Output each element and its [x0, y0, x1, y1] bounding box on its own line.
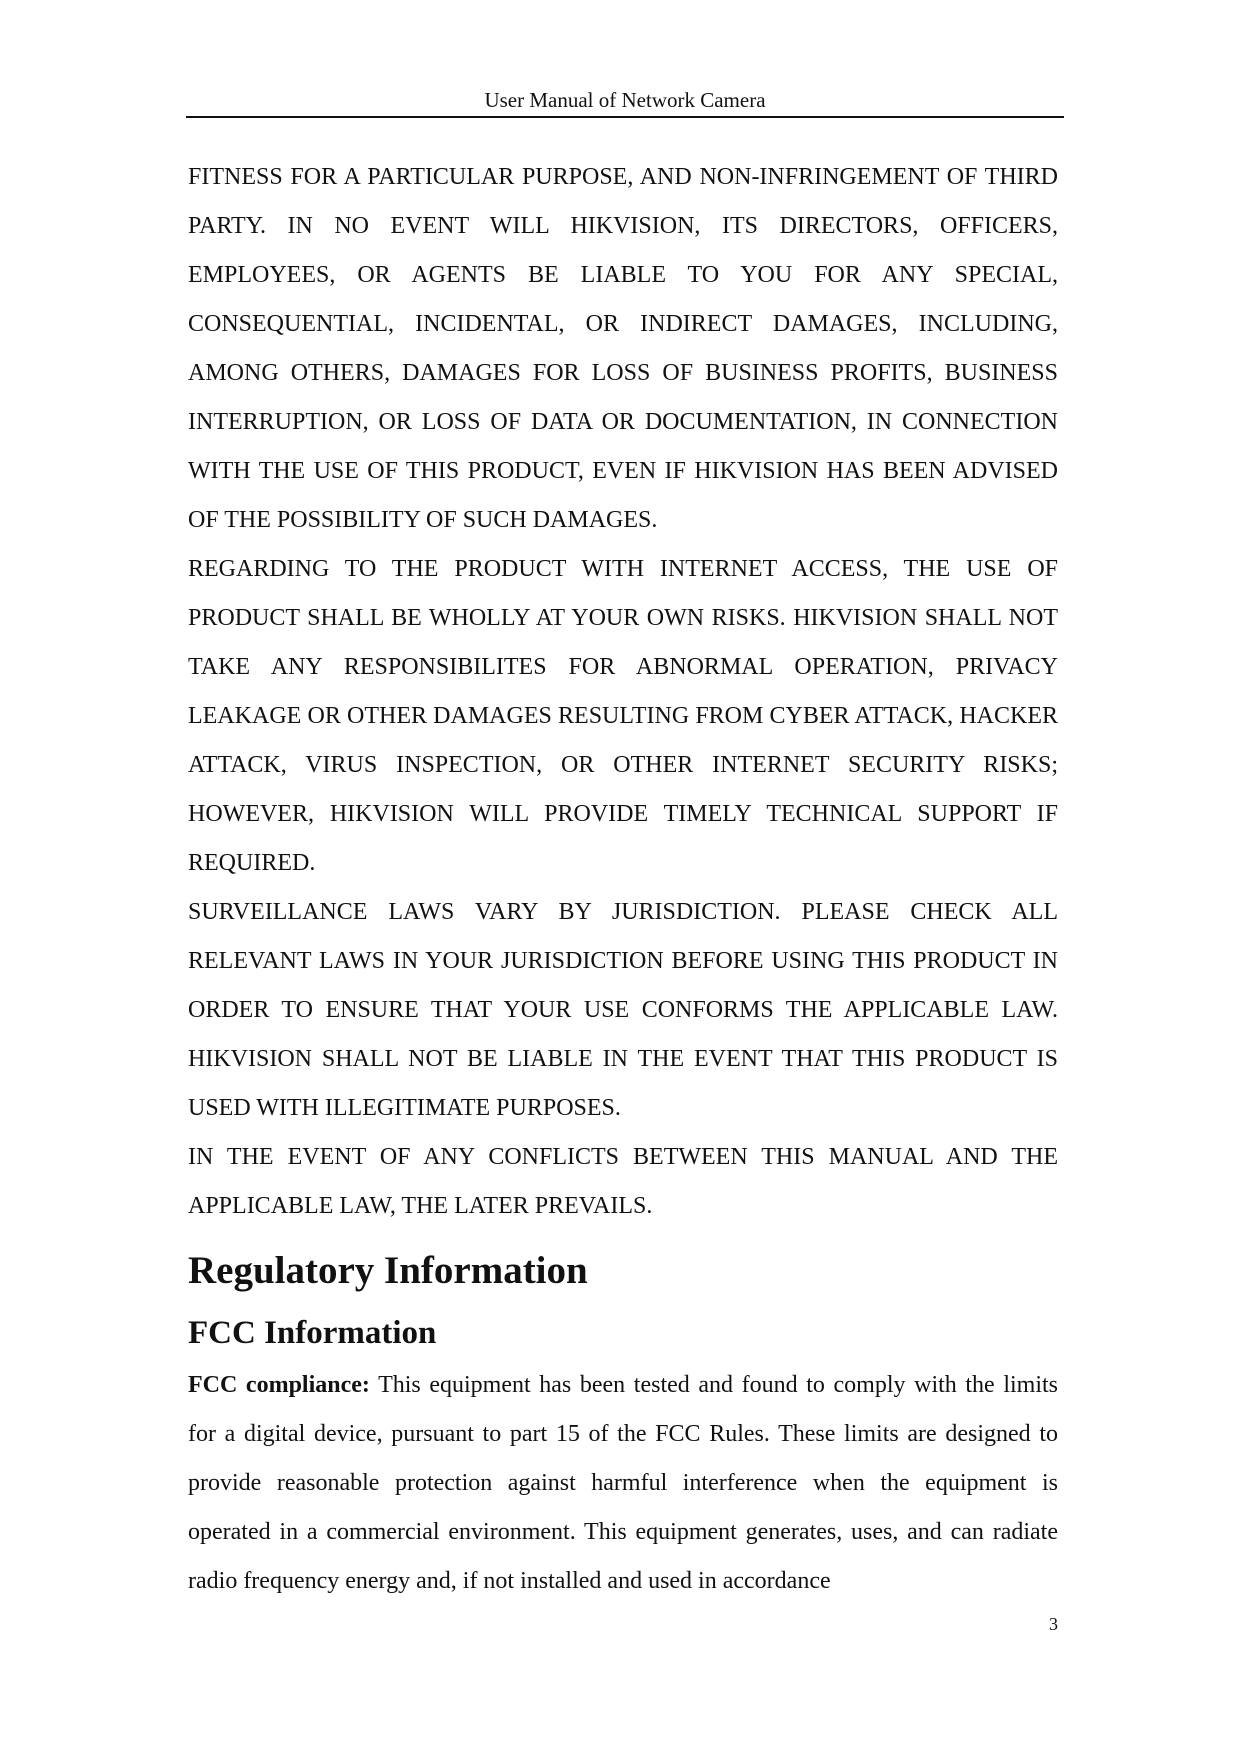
page-header-title: User Manual of Network Camera	[484, 88, 766, 112]
disclaimer-paragraph-2: REGARDING TO THE PRODUCT WITH INTERNET ACCESS, THE USE OF PRODUCT SHALL BE WHOLLY AT YOUR OWN RISKS. HIKVISION SHALL NOT TAKE ANY RESPONSIBILITES FOR ABNORMAL OPERATION, PRIVACY LEAKAGE OR OTHER DAMAGES RESULTING FROM CYBER ATTACK, HACKER ATTACK, VIRUS INSPECTION, OR OTHER INTERNET SECURITY RISKS; HOWEVER, HIKVISION WILL PROVIDE TIMELY TECHNICAL SUPPORT IF REQUIRED.	[188, 556, 1058, 876]
subsection-heading-fcc-information: FCC Information	[188, 1315, 437, 1351]
fcc-compliance-text: This equipment has been tested and found to comply with the limits for a digital device, pursuant to part 15 of the FCC Rules. These limits are designed to provide reasonable protection against harmful interference when the equipment is operated in a commercial environment. This equipment generates, uses, and can radiate radio frequency energy and, if not installed and used in accordance	[188, 1372, 1058, 1594]
disclaimer-paragraph-3: SURVEILLANCE LAWS VARY BY JURISDICTION. PLEASE CHECK ALL RELEVANT LAWS IN YOUR JURISDICTION BEFORE USING THIS PRODUCT IN ORDER TO ENSURE THAT YOUR USE CONFORMS THE APPLICABLE LAW. HIKVISION SHALL NOT BE LIABLE IN THE EVENT THAT THIS PRODUCT IS USED WITH ILLEGITIMATE PURPOSES.	[188, 899, 1058, 1121]
section-heading-regulatory-information: Regulatory Information	[188, 1249, 588, 1292]
disclaimer-paragraph-4: IN THE EVENT OF ANY CONFLICTS BETWEEN THIS MANUAL AND THE APPLICABLE LAW, THE LATER PREVAILS.	[188, 1144, 1058, 1219]
disclaimer-paragraph-1: FITNESS FOR A PARTICULAR PURPOSE, AND NON-INFRINGEMENT OF THIRD PARTY. IN NO EVENT WILL HIKVISION, ITS DIRECTORS, OFFICERS, EMPLOYEES, OR AGENTS BE LIABLE TO YOU FOR ANY SPECIAL, CONSEQUENTIAL, INCIDENTAL, OR INDIRECT DAMAGES, INCLUDING, AMONG OTHERS, DAMAGES FOR LOSS OF BUSINESS PROFITS, BUSINESS INTERRUPTION, OR LOSS OF DATA OR DOCUMENTATION, IN CONNECTION WITH THE USE OF THIS PRODUCT, EVEN IF HIKVISION HAS BEEN ADVISED OF THE POSSIBILITY OF SUCH DAMAGES.	[188, 164, 1058, 533]
fcc-compliance-label: FCC compliance:	[188, 1372, 370, 1398]
page-number: 3	[1049, 1614, 1058, 1634]
fcc-compliance-paragraph	[188, 1361, 1058, 1606]
page-body	[188, 153, 1058, 1606]
header-divider	[186, 116, 1064, 118]
